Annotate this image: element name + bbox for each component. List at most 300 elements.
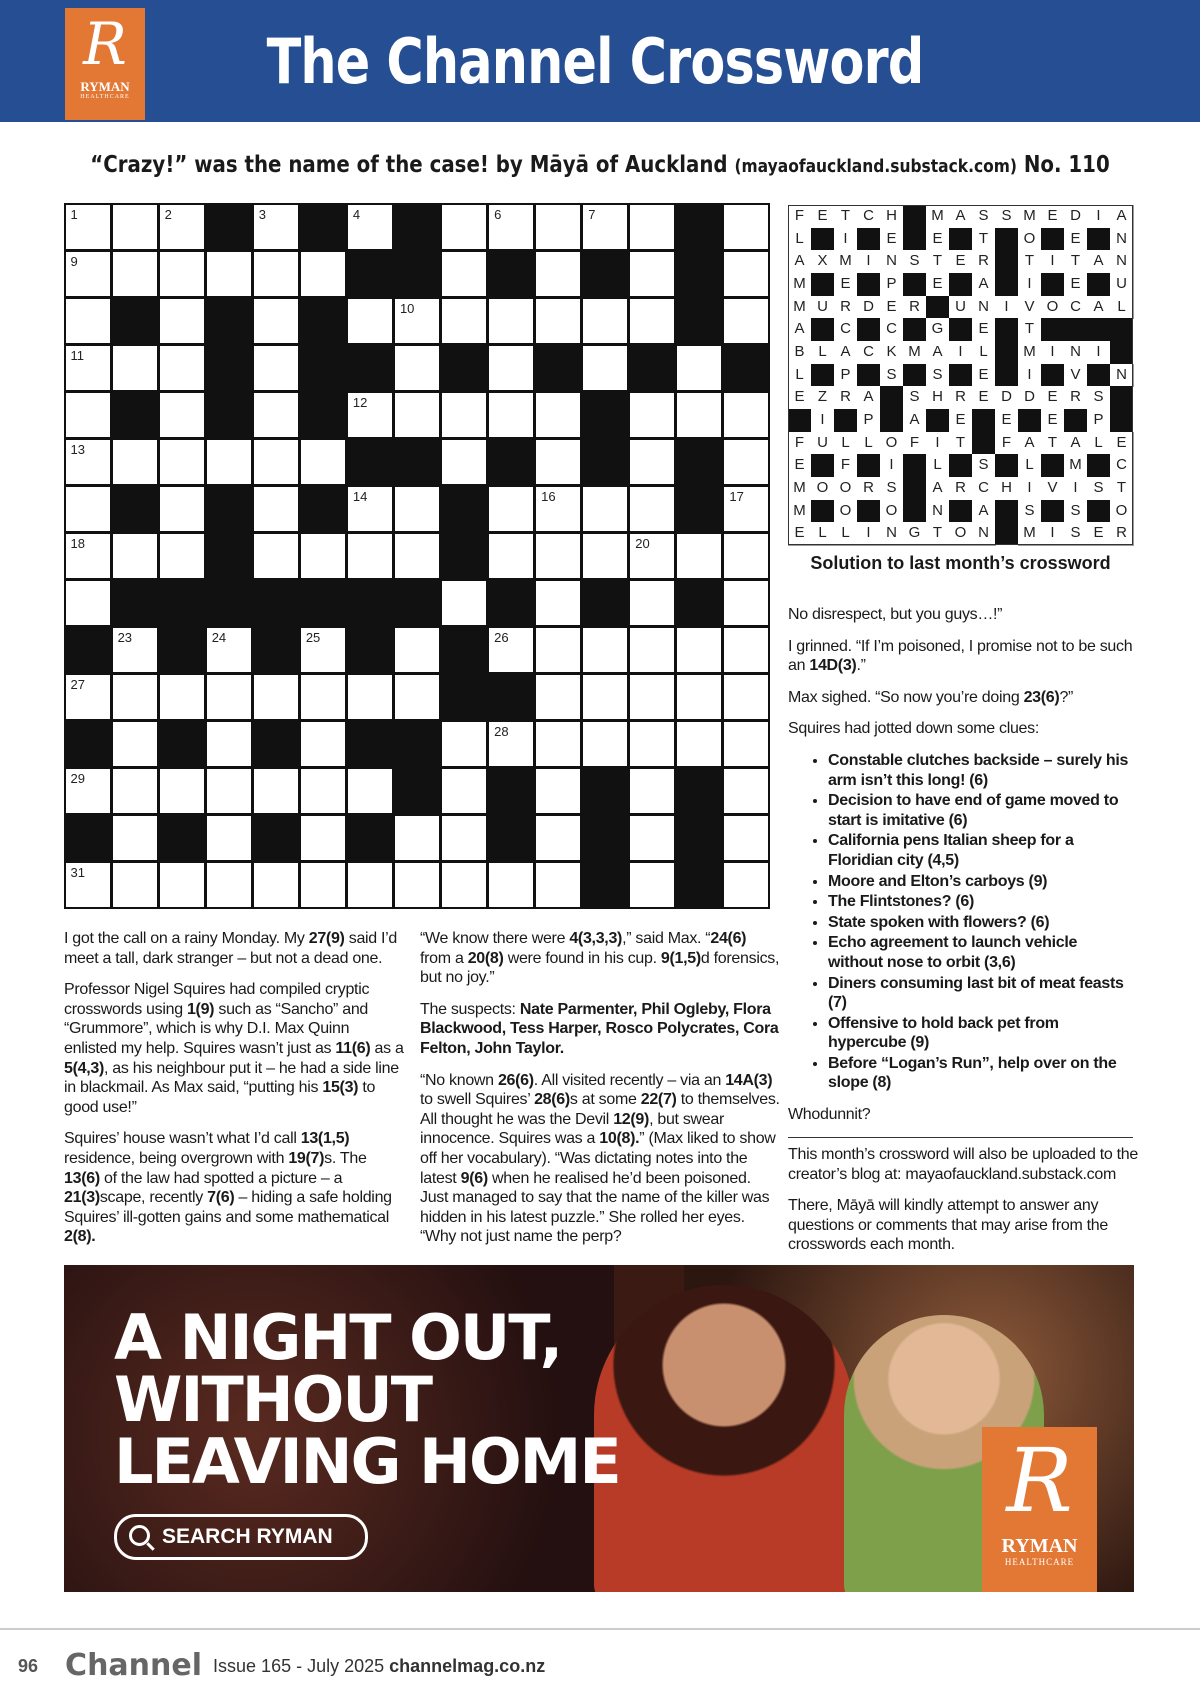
grid-square[interactable]	[395, 816, 439, 860]
grid-block	[66, 816, 110, 860]
solution-letter: I	[995, 296, 1019, 320]
clue-number: 2	[164, 206, 172, 222]
solution-block	[903, 205, 926, 228]
grid-square[interactable]	[724, 487, 768, 531]
solution-letter: F	[995, 432, 1019, 456]
clue-item: • Echo agreement to launch vehicle without nose to orbit (3,6)	[828, 933, 1133, 972]
solution-block	[857, 364, 880, 387]
grid-square[interactable]	[442, 816, 486, 860]
grid-square[interactable]	[160, 252, 204, 296]
grid-square[interactable]	[442, 581, 486, 625]
grid-block	[301, 205, 345, 249]
crossword-grid	[64, 203, 770, 909]
solution-letter: A	[788, 250, 812, 274]
solution-letter: E	[1041, 386, 1065, 410]
grid-square[interactable]	[583, 722, 627, 766]
grid-square[interactable]	[348, 863, 392, 907]
solution-letter: E	[972, 386, 996, 410]
clue-list	[788, 751, 1133, 1093]
page-footer	[18, 1645, 546, 1683]
clue-number: 27	[70, 677, 85, 693]
clue-number: 1	[70, 206, 78, 222]
solution-letter: T	[1110, 477, 1134, 501]
grid-square[interactable]	[160, 863, 204, 907]
grid-square[interactable]	[536, 581, 580, 625]
grid-square[interactable]	[583, 675, 627, 719]
grid-square[interactable]	[583, 487, 627, 531]
grid-square[interactable]	[630, 722, 674, 766]
grid-block	[348, 346, 392, 390]
solution-grid	[788, 205, 1133, 545]
grid-square[interactable]	[489, 487, 533, 531]
solution-block	[949, 500, 972, 523]
solution-letter: U	[811, 432, 835, 456]
grid-square[interactable]	[724, 534, 768, 578]
solution-letter: N	[972, 296, 996, 320]
solution-letter: Z	[811, 386, 835, 410]
clue-number: 18	[70, 535, 85, 551]
grid-square[interactable]	[442, 440, 486, 484]
grid-square[interactable]	[630, 816, 674, 860]
grid-block	[677, 816, 721, 860]
solution-letter: E	[926, 228, 950, 252]
grid-square[interactable]	[395, 393, 439, 437]
grid-square[interactable]	[536, 252, 580, 296]
solution-letter: M	[788, 477, 812, 501]
grid-block	[630, 346, 674, 390]
grid-square[interactable]	[207, 863, 251, 907]
grid-square[interactable]	[254, 675, 298, 719]
grid-square[interactable]	[160, 299, 204, 343]
clue-number: 24	[211, 630, 227, 646]
grid-block	[583, 581, 627, 625]
note-paragraph: There, Māyā will kindly attempt to answer any questions or comments that may arise from the crosswords each month.	[788, 1197, 1108, 1254]
solution-block	[857, 454, 880, 477]
grid-square[interactable]	[301, 534, 345, 578]
solution-letter: N	[1064, 341, 1088, 365]
grid-square[interactable]	[348, 769, 392, 813]
solution-letter: L	[811, 522, 835, 546]
grid-square[interactable]	[254, 769, 298, 813]
grid-square[interactable]	[113, 534, 157, 578]
page-title: The Channel Crossword	[266, 25, 924, 98]
grid-square[interactable]	[724, 581, 768, 625]
grid-square[interactable]	[254, 393, 298, 437]
grid-square[interactable]	[348, 299, 392, 343]
grid-square[interactable]	[724, 440, 768, 484]
grid-block	[489, 252, 533, 296]
grid-square[interactable]	[724, 393, 768, 437]
solution-letter: T	[834, 205, 858, 229]
solution-block	[1087, 500, 1110, 523]
grid-square[interactable]	[395, 863, 439, 907]
solution-block	[1110, 318, 1133, 341]
grid-block	[395, 440, 439, 484]
solution-letter: T	[1018, 318, 1042, 342]
solution-letter: A	[926, 477, 950, 501]
solution-letter: M	[788, 296, 812, 320]
subtitle-main: “Crazy!” was the name of the case! by Māyā of Auckland	[90, 152, 728, 178]
grid-square[interactable]	[207, 769, 251, 813]
grid-square[interactable]	[113, 675, 157, 719]
grid-block	[254, 628, 298, 672]
grid-square[interactable]	[395, 346, 439, 390]
grid-square[interactable]	[630, 252, 674, 296]
solution-letter: M	[788, 273, 812, 297]
grid-square[interactable]	[66, 675, 110, 719]
solution-letter: L	[1110, 296, 1134, 320]
solution-block	[1087, 454, 1110, 477]
grid-square[interactable]	[536, 440, 580, 484]
grid-square[interactable]	[630, 863, 674, 907]
grid-square[interactable]	[724, 675, 768, 719]
grid-square[interactable]	[677, 628, 721, 672]
grid-square[interactable]	[536, 675, 580, 719]
search-icon	[129, 1525, 150, 1546]
solution-letter: O	[834, 477, 858, 501]
grid-block	[489, 675, 533, 719]
grid-block	[160, 722, 204, 766]
ryman-advert[interactable]	[64, 1265, 1134, 1592]
grid-square[interactable]	[207, 628, 251, 672]
solution-letter: T	[1018, 250, 1042, 274]
grid-square[interactable]	[395, 628, 439, 672]
grid-square[interactable]	[254, 863, 298, 907]
grid-square[interactable]	[583, 205, 627, 249]
solution-letter: G	[903, 522, 927, 546]
solution-letter: O	[880, 432, 904, 456]
grid-square[interactable]	[442, 722, 486, 766]
grid-square[interactable]	[66, 487, 110, 531]
grid-square[interactable]	[301, 628, 345, 672]
grid-square[interactable]	[113, 252, 157, 296]
grid-square[interactable]	[66, 393, 110, 437]
grid-square[interactable]	[254, 534, 298, 578]
grid-square[interactable]	[301, 863, 345, 907]
grid-square[interactable]	[160, 675, 204, 719]
grid-square[interactable]	[677, 534, 721, 578]
grid-square[interactable]	[113, 346, 157, 390]
grid-block	[348, 440, 392, 484]
grid-square[interactable]	[724, 769, 768, 813]
solution-letter: I	[1018, 273, 1042, 297]
grid-square[interactable]	[254, 252, 298, 296]
grid-square[interactable]	[630, 628, 674, 672]
grid-square[interactable]	[442, 769, 486, 813]
solution-letter: E	[1087, 522, 1111, 546]
grid-block	[207, 393, 251, 437]
grid-square[interactable]	[442, 299, 486, 343]
grid-block	[348, 722, 392, 766]
grid-square[interactable]	[724, 299, 768, 343]
grid-square[interactable]	[301, 769, 345, 813]
grid-square[interactable]	[442, 393, 486, 437]
grid-block	[583, 252, 627, 296]
creator-notes	[788, 1145, 1138, 1267]
grid-square[interactable]	[160, 205, 204, 249]
grid-square[interactable]	[489, 346, 533, 390]
grid-square[interactable]	[207, 816, 251, 860]
solution-letter: L	[788, 364, 812, 388]
grid-square[interactable]	[442, 205, 486, 249]
grid-block	[583, 816, 627, 860]
grid-square[interactable]	[630, 581, 674, 625]
grid-square[interactable]	[301, 252, 345, 296]
grid-square[interactable]	[536, 722, 580, 766]
solution-letter: R	[834, 386, 858, 410]
grid-square[interactable]	[348, 487, 392, 531]
grid-square[interactable]	[207, 440, 251, 484]
page-header	[0, 0, 1200, 122]
grid-square[interactable]	[489, 205, 533, 249]
solution-caption: Solution to last month’s crossword	[810, 553, 1111, 573]
grid-square[interactable]	[536, 393, 580, 437]
solution-block	[1041, 318, 1064, 341]
grid-square[interactable]	[724, 722, 768, 766]
grid-square[interactable]	[66, 863, 110, 907]
grid-square[interactable]	[301, 675, 345, 719]
grid-square[interactable]	[113, 816, 157, 860]
grid-square[interactable]	[254, 299, 298, 343]
footer-divider	[0, 1628, 1200, 1630]
grid-square[interactable]	[677, 346, 721, 390]
grid-square[interactable]	[677, 675, 721, 719]
grid-square[interactable]	[66, 252, 110, 296]
grid-block	[583, 393, 627, 437]
grid-block	[113, 487, 157, 531]
solution-block	[903, 273, 926, 296]
clue-number: 26	[494, 630, 509, 646]
grid-square[interactable]	[583, 628, 627, 672]
grid-block	[207, 487, 251, 531]
grid-square[interactable]	[630, 487, 674, 531]
solution-block	[1087, 228, 1110, 251]
solution-letter: I	[811, 409, 835, 433]
grid-square[interactable]	[113, 628, 157, 672]
grid-square[interactable]	[395, 487, 439, 531]
grid-square[interactable]	[536, 299, 580, 343]
solution-letter: M	[926, 205, 950, 229]
search-ryman-button[interactable]: SEARCH RYMAN	[114, 1514, 368, 1560]
grid-block	[254, 581, 298, 625]
solution-letter: S	[1087, 386, 1111, 410]
grid-square[interactable]	[724, 252, 768, 296]
grid-square[interactable]	[66, 581, 110, 625]
grid-square[interactable]	[160, 346, 204, 390]
solution-letter: M	[1018, 522, 1042, 546]
solution-letter: S	[926, 364, 950, 388]
solution-letter: U	[949, 296, 973, 320]
grid-square[interactable]	[348, 534, 392, 578]
solution-letter: R	[949, 477, 973, 501]
grid-square[interactable]	[66, 440, 110, 484]
grid-square[interactable]	[536, 769, 580, 813]
grid-block	[536, 346, 580, 390]
solution-block	[1110, 386, 1133, 409]
clue-number: 13	[70, 441, 85, 457]
grid-block	[724, 346, 768, 390]
grid-square[interactable]	[66, 299, 110, 343]
solution-letter: O	[880, 500, 904, 524]
grid-square[interactable]	[630, 675, 674, 719]
grid-square[interactable]	[301, 722, 345, 766]
grid-square[interactable]	[160, 393, 204, 437]
grid-block	[160, 581, 204, 625]
grid-square[interactable]	[489, 628, 533, 672]
solution-letter: C	[834, 318, 858, 342]
grid-square[interactable]	[489, 534, 533, 578]
grid-square[interactable]	[536, 863, 580, 907]
solution-letter: E	[949, 409, 973, 433]
solution-letter: R	[857, 477, 881, 501]
grid-square[interactable]	[254, 346, 298, 390]
grid-square[interactable]	[630, 769, 674, 813]
grid-block	[677, 769, 721, 813]
grid-block	[442, 675, 486, 719]
grid-square[interactable]	[301, 440, 345, 484]
grid-square[interactable]	[583, 299, 627, 343]
grid-block	[348, 628, 392, 672]
grid-square[interactable]	[677, 393, 721, 437]
solution-block	[1041, 364, 1064, 387]
grid-block	[66, 722, 110, 766]
solution-block	[880, 409, 903, 432]
grid-square[interactable]	[160, 487, 204, 531]
grid-square[interactable]	[442, 863, 486, 907]
grid-square[interactable]	[113, 722, 157, 766]
grid-square[interactable]	[442, 252, 486, 296]
solution-letter: N	[880, 250, 904, 274]
grid-square[interactable]	[66, 534, 110, 578]
grid-square[interactable]	[630, 534, 674, 578]
grid-square[interactable]	[254, 205, 298, 249]
grid-square[interactable]	[630, 299, 674, 343]
footer-url[interactable]: channelmag.co.nz	[389, 1656, 546, 1676]
grid-square[interactable]	[395, 675, 439, 719]
grid-block	[489, 440, 533, 484]
grid-square[interactable]	[66, 205, 110, 249]
subtitle-number: No. 110	[1023, 152, 1110, 178]
solution-letter: A	[972, 500, 996, 524]
solution-block	[1110, 409, 1133, 432]
solution-letter: S	[995, 205, 1019, 229]
solution-block	[949, 364, 972, 387]
grid-square[interactable]	[489, 722, 533, 766]
clue-number: 29	[70, 771, 85, 787]
solution-letter: R	[1064, 386, 1088, 410]
solution-letter: M	[1018, 205, 1042, 229]
grid-square[interactable]	[207, 675, 251, 719]
solution-letter: L	[834, 432, 858, 456]
grid-square[interactable]	[630, 205, 674, 249]
grid-square[interactable]	[66, 769, 110, 813]
solution-block	[903, 364, 926, 387]
story-paragraph: The suspects: Nate Parmenter, Phil Ogleby, Flora Blackwood, Tess Harper, Rosco Polycrates, Cora Felton, John Taylor.	[420, 1000, 779, 1057]
solution-block	[1041, 454, 1064, 477]
solution-letter: S	[1064, 500, 1088, 524]
grid-block	[113, 581, 157, 625]
solution-letter: S	[972, 454, 996, 478]
solution-letter: C	[1064, 296, 1088, 320]
solution-letter: P	[880, 273, 904, 297]
solution-letter: A	[788, 318, 812, 342]
grid-square[interactable]	[254, 487, 298, 531]
grid-square[interactable]	[348, 205, 392, 249]
grid-square[interactable]	[724, 816, 768, 860]
solution-letter: N	[926, 500, 950, 524]
grid-square[interactable]	[113, 440, 157, 484]
grid-square[interactable]	[724, 205, 768, 249]
grid-square[interactable]	[489, 393, 533, 437]
solution-block	[903, 500, 926, 523]
solution-block	[1064, 318, 1087, 341]
grid-square[interactable]	[724, 863, 768, 907]
solution-letter: E	[834, 273, 858, 297]
solution-letter: D	[1064, 205, 1088, 229]
grid-square[interactable]	[113, 205, 157, 249]
grid-square[interactable]	[348, 675, 392, 719]
grid-square[interactable]	[630, 393, 674, 437]
solution-letter: T	[972, 228, 996, 252]
clue-item: • Offensive to hold back pet from hypercube (9)	[828, 1014, 1133, 1053]
solution-block	[903, 454, 926, 477]
story-column-2	[420, 929, 780, 1259]
grid-block	[442, 628, 486, 672]
issue-text: Issue 165 - July 2025	[213, 1656, 385, 1676]
grid-square[interactable]	[536, 628, 580, 672]
grid-square[interactable]	[724, 628, 768, 672]
grid-square[interactable]	[630, 440, 674, 484]
grid-square[interactable]	[113, 769, 157, 813]
grid-square[interactable]	[536, 816, 580, 860]
grid-square[interactable]	[536, 487, 580, 531]
grid-square[interactable]	[113, 863, 157, 907]
grid-square[interactable]	[536, 205, 580, 249]
grid-square[interactable]	[395, 534, 439, 578]
grid-square[interactable]	[489, 863, 533, 907]
grid-square[interactable]	[207, 722, 251, 766]
grid-square[interactable]	[489, 299, 533, 343]
solution-letter: E	[1041, 409, 1065, 433]
solution-letter: L	[857, 432, 881, 456]
solution-letter: P	[1087, 409, 1111, 433]
solution-block	[995, 341, 1018, 364]
ad-photo-woman-laughing	[594, 1285, 854, 1592]
grid-block	[395, 769, 439, 813]
grid-block	[254, 816, 298, 860]
solution-block	[1064, 409, 1087, 432]
grid-square[interactable]	[395, 299, 439, 343]
grid-square[interactable]	[254, 440, 298, 484]
grid-square[interactable]	[160, 534, 204, 578]
solution-letter: N	[880, 522, 904, 546]
grid-square[interactable]	[536, 534, 580, 578]
solution-letter: O	[1018, 228, 1042, 252]
grid-square[interactable]	[66, 346, 110, 390]
grid-square[interactable]	[583, 534, 627, 578]
solution-letter: A	[972, 273, 996, 297]
grid-square[interactable]	[348, 393, 392, 437]
grid-square[interactable]	[160, 440, 204, 484]
grid-square[interactable]	[301, 816, 345, 860]
solution-block	[834, 409, 857, 432]
grid-square[interactable]	[207, 252, 251, 296]
solution-letter: R	[972, 250, 996, 274]
grid-square[interactable]	[160, 769, 204, 813]
grid-square[interactable]	[677, 722, 721, 766]
clue-number: 25	[305, 630, 321, 646]
grid-square[interactable]	[583, 346, 627, 390]
